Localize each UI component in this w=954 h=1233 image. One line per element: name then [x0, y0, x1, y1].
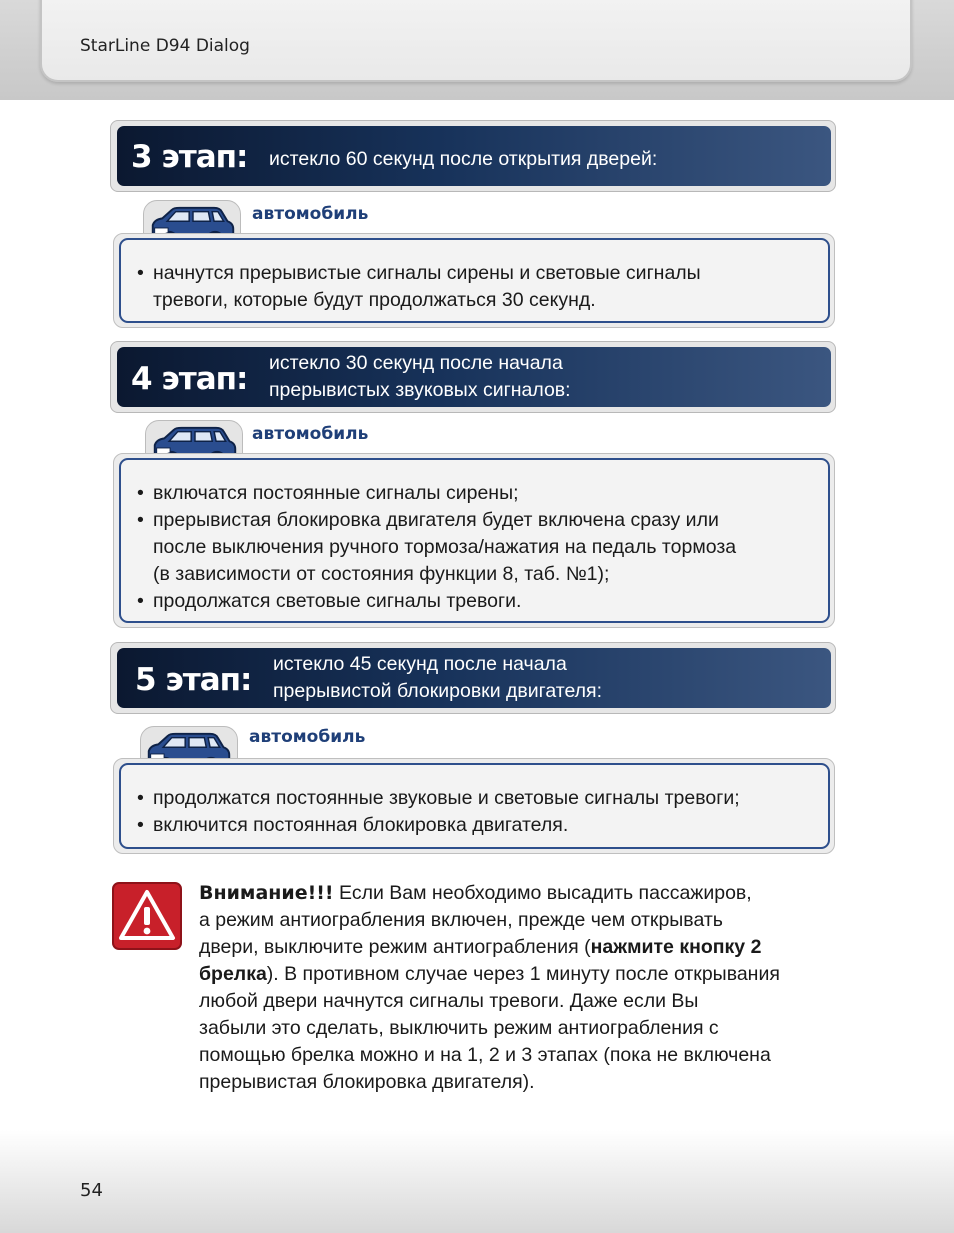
- list-item-line: • продолжатся световые сигналы тревоги.: [153, 590, 522, 612]
- list-item: [137, 588, 818, 615]
- stage-3-bar: [110, 120, 836, 192]
- list-item-line: • прерывистая блокировка двигателя будет включена сразу или: [153, 509, 719, 531]
- list-item: [137, 480, 818, 507]
- list-item: [137, 507, 818, 588]
- list-item: [137, 812, 818, 839]
- warning-line-text: Если Вам необходимо высадить пассажиров,: [333, 882, 752, 904]
- stage-5-condition-line: истекло 45 секунд после начала: [273, 653, 567, 675]
- stage-5-bar: [110, 642, 836, 714]
- warning-line: [199, 961, 849, 988]
- stage-5-content-box: [113, 758, 835, 854]
- stage-3-condition-line: истекло 60 секунд после открытия дверей:: [269, 148, 658, 170]
- warning-icon: [112, 882, 182, 950]
- stage-3-panel: [117, 126, 831, 186]
- stage-5-condition: [273, 651, 602, 705]
- warning-line: прерывистая блокировка двигателя).: [199, 1071, 535, 1093]
- list-item-line: • включится постоянная блокировка двигателя.: [153, 814, 569, 836]
- stage-3-content-panel: [119, 238, 830, 323]
- list-item-line: • продолжатся постоянные звуковые и световые сигналы тревоги;: [153, 787, 740, 809]
- stage-4-bullet-list: [137, 480, 818, 615]
- list-item-line: (в зависимости от состояния функции 8, таб. №1);: [153, 563, 610, 585]
- warning-text: [199, 880, 849, 1096]
- warning-line: помощью брелка можно и на 1, 2 и 3 этапах (пока не включена: [199, 1044, 771, 1066]
- warning-line-text: ). В противном случае через 1 минуту после открывания: [266, 963, 780, 985]
- stage-4-condition-line: истекло 30 секунд после начала: [269, 352, 563, 374]
- stage-4-condition: [269, 350, 571, 404]
- warning-line: [199, 880, 849, 907]
- stage-4-subject: автомобиль: [252, 424, 369, 444]
- page-number: 54: [80, 1180, 103, 1201]
- warning-line: а режим антиограбления включен, прежде чем открывать: [199, 909, 723, 931]
- warning-line-text: двери, выключите режим антиограбления (: [199, 936, 591, 958]
- stage-5-subject: автомобиль: [249, 727, 366, 747]
- list-item-line: • включатся постоянные сигналы сирены;: [153, 482, 519, 504]
- list-item: [137, 260, 818, 314]
- list-item-line: тревоги, которые будут продолжаться 30 секунд.: [153, 289, 596, 311]
- stage-5-label: 5 этап:: [135, 662, 252, 698]
- stage-4-panel: [117, 347, 831, 407]
- stage-4-bar: [110, 341, 836, 413]
- warning-line: любой двери начнутся сигналы тревоги. Даже если Вы: [199, 990, 699, 1012]
- stage-3-label: 3 этап:: [131, 139, 248, 175]
- stage-4-condition-line: прерывистых звуковых сигналов:: [269, 379, 571, 401]
- document-title: StarLine D94 Dialog: [80, 36, 250, 56]
- stage-3-bullet-list: [137, 260, 818, 314]
- warning-emphasis: брелка: [199, 963, 267, 985]
- warning-line: забыли это сделать, выключить режим антиограбления с: [199, 1017, 719, 1039]
- footer-band: [0, 1130, 954, 1233]
- stage-5-content-panel: [119, 763, 830, 849]
- stage-4-label: 4 этап:: [131, 361, 248, 397]
- list-item: [137, 785, 818, 812]
- stage-3-subject: автомобиль: [252, 204, 369, 224]
- list-item-line: после выключения ручного тормоза/нажатия на педаль тормоза: [153, 536, 737, 558]
- warning-line: [199, 934, 849, 961]
- stage-3-condition: [269, 146, 657, 173]
- list-item-line: • начнутся прерывистые сигналы сирены и световые сигналы: [153, 262, 701, 284]
- stage-5-condition-line: прерывистой блокировки двигателя:: [273, 680, 603, 702]
- stage-5-bullet-list: [137, 785, 818, 839]
- stage-3-content-box: [113, 233, 835, 328]
- stage-4-content-panel: [119, 458, 830, 623]
- warning-title: Внимание!!!: [199, 882, 334, 904]
- warning-emphasis: нажмите кнопку 2: [590, 936, 762, 958]
- stage-4-content-box: [113, 453, 835, 628]
- stage-5-panel: [117, 648, 831, 708]
